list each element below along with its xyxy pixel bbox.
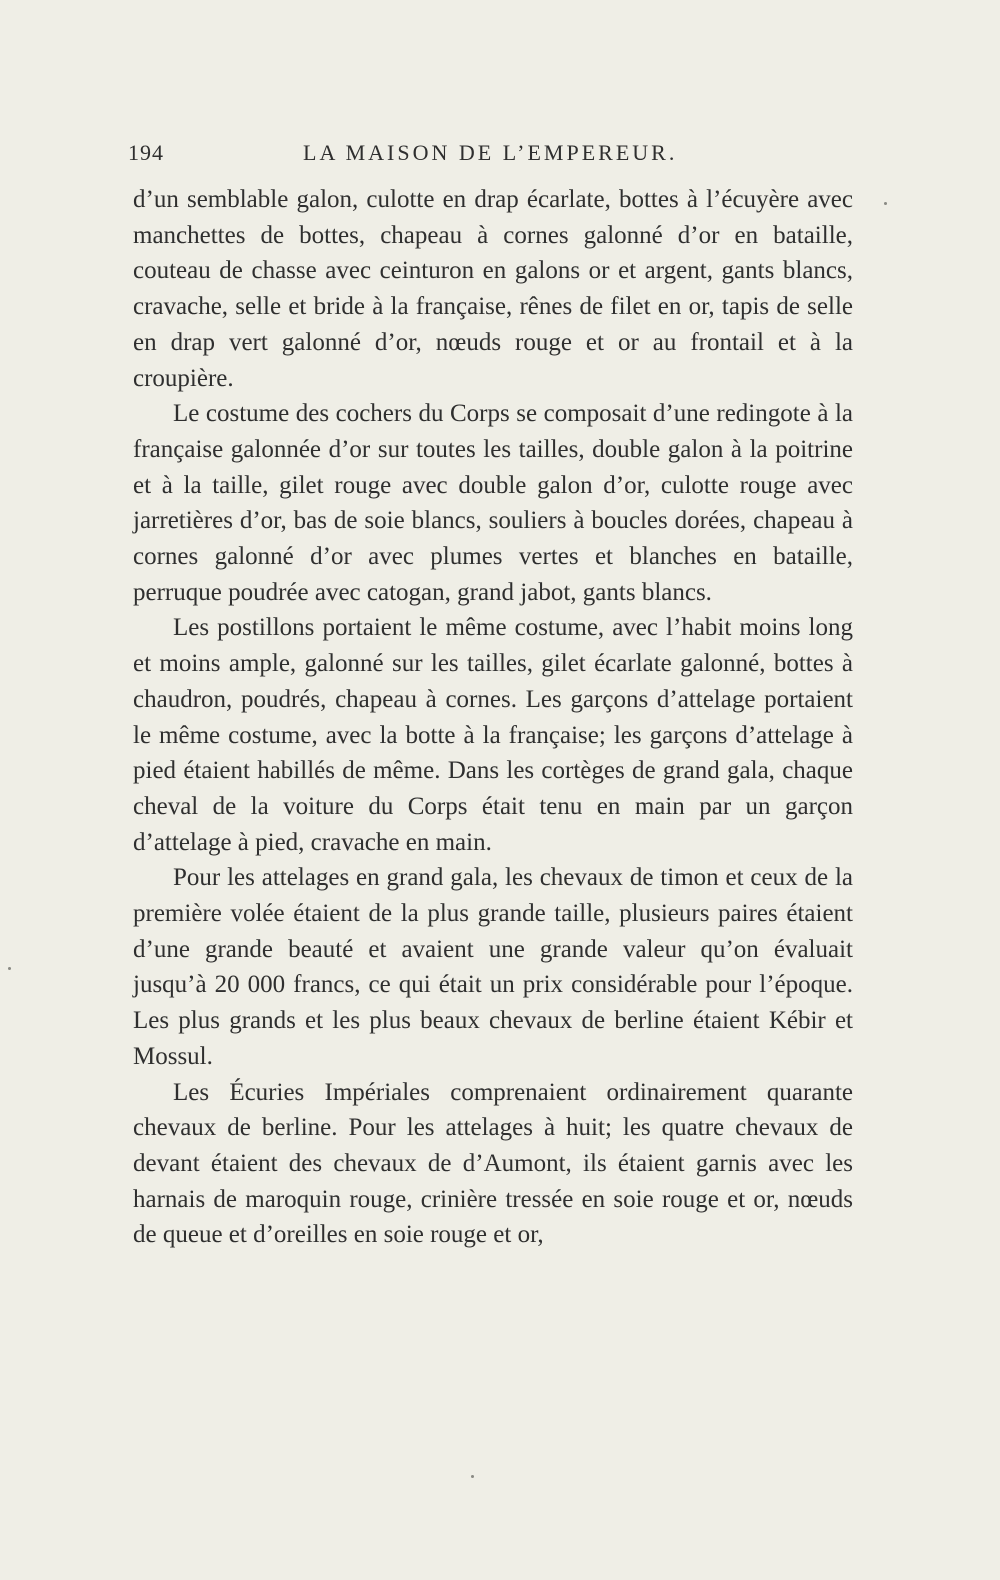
running-head: LA MAISON DE L’EMPEREUR.	[303, 140, 678, 165]
paragraph-postillons: Les postillons portaient le même costume, avec l’habit moins long et moins ample, galonné sur les tailles, gilet écarlate galonné, bottes à chaudron, poudrés, chapeau à cornes. Les garçons d’attelage portaient le même costume, avec la botte à la française; les garçons d’attelage à pied étaient habillés de même. Dans les cortèges de grand gala, chaque cheval de la voiture du Corps était tenu en main par un garçon d’attelage à pied, cravache en main.	[133, 614, 853, 856]
paper-speck	[884, 202, 887, 205]
paragraph-attelages: Pour les attelages en grand gala, les chevaux de timon et ceux de la première volée étaient de la plus grande taille, plusieurs paires étaient d’une grande beauté et avaient une grande valeur qu’on évaluait jusqu’à 20 000 francs, ce qui était un prix considérable pour l’époque. Les plus grands et les plus beaux chevaux de berline étaient Kébir et Mossul.	[133, 864, 853, 1070]
page-number: 194	[128, 140, 164, 165]
page-header	[128, 140, 852, 170]
paragraph-cochers: Le costume des cochers du Corps se composait d’une redingote à la française galonnée d’or sur toutes les tailles, double galon à la poitrine et à la taille, gilet rouge avec double galon d’or, culotte rouge avec jarretières d’or, bas de soie blancs, souliers à boucles dorées, chapeau à cornes galonné d’or avec plumes vertes et blanches en bataille, perruque poudrée avec catogan, grand jabot, gants blancs.	[133, 400, 853, 606]
body-text	[133, 182, 853, 1253]
paper-speck	[471, 1475, 474, 1478]
paper-speck	[8, 967, 11, 970]
paragraph-ecuries: Les Écuries Impériales comprenaient ordinairement quarante chevaux de berline. Pour les attelages à huit; les quatre chevaux de devant étaient des chevaux de d’Aumont, ils étaient garnis avec les harnais de maroquin rouge, crinière tressée en soie rouge et or, nœuds de queue et d’oreilles en soie rouge et or,	[133, 1078, 853, 1249]
paragraph-continuation: d’un semblable galon, culotte en drap écarlate, bottes à l’écuyère avec manchettes de bottes, chapeau à cornes galonné d’or en bataille, couteau de chasse avec ceinturon en galons or et argent, gants blancs, cravache, selle et bride à la française, rênes de filet en or, tapis de selle en drap vert galonné d’or, nœuds rouge et or au frontail et à la croupière.	[133, 186, 853, 392]
